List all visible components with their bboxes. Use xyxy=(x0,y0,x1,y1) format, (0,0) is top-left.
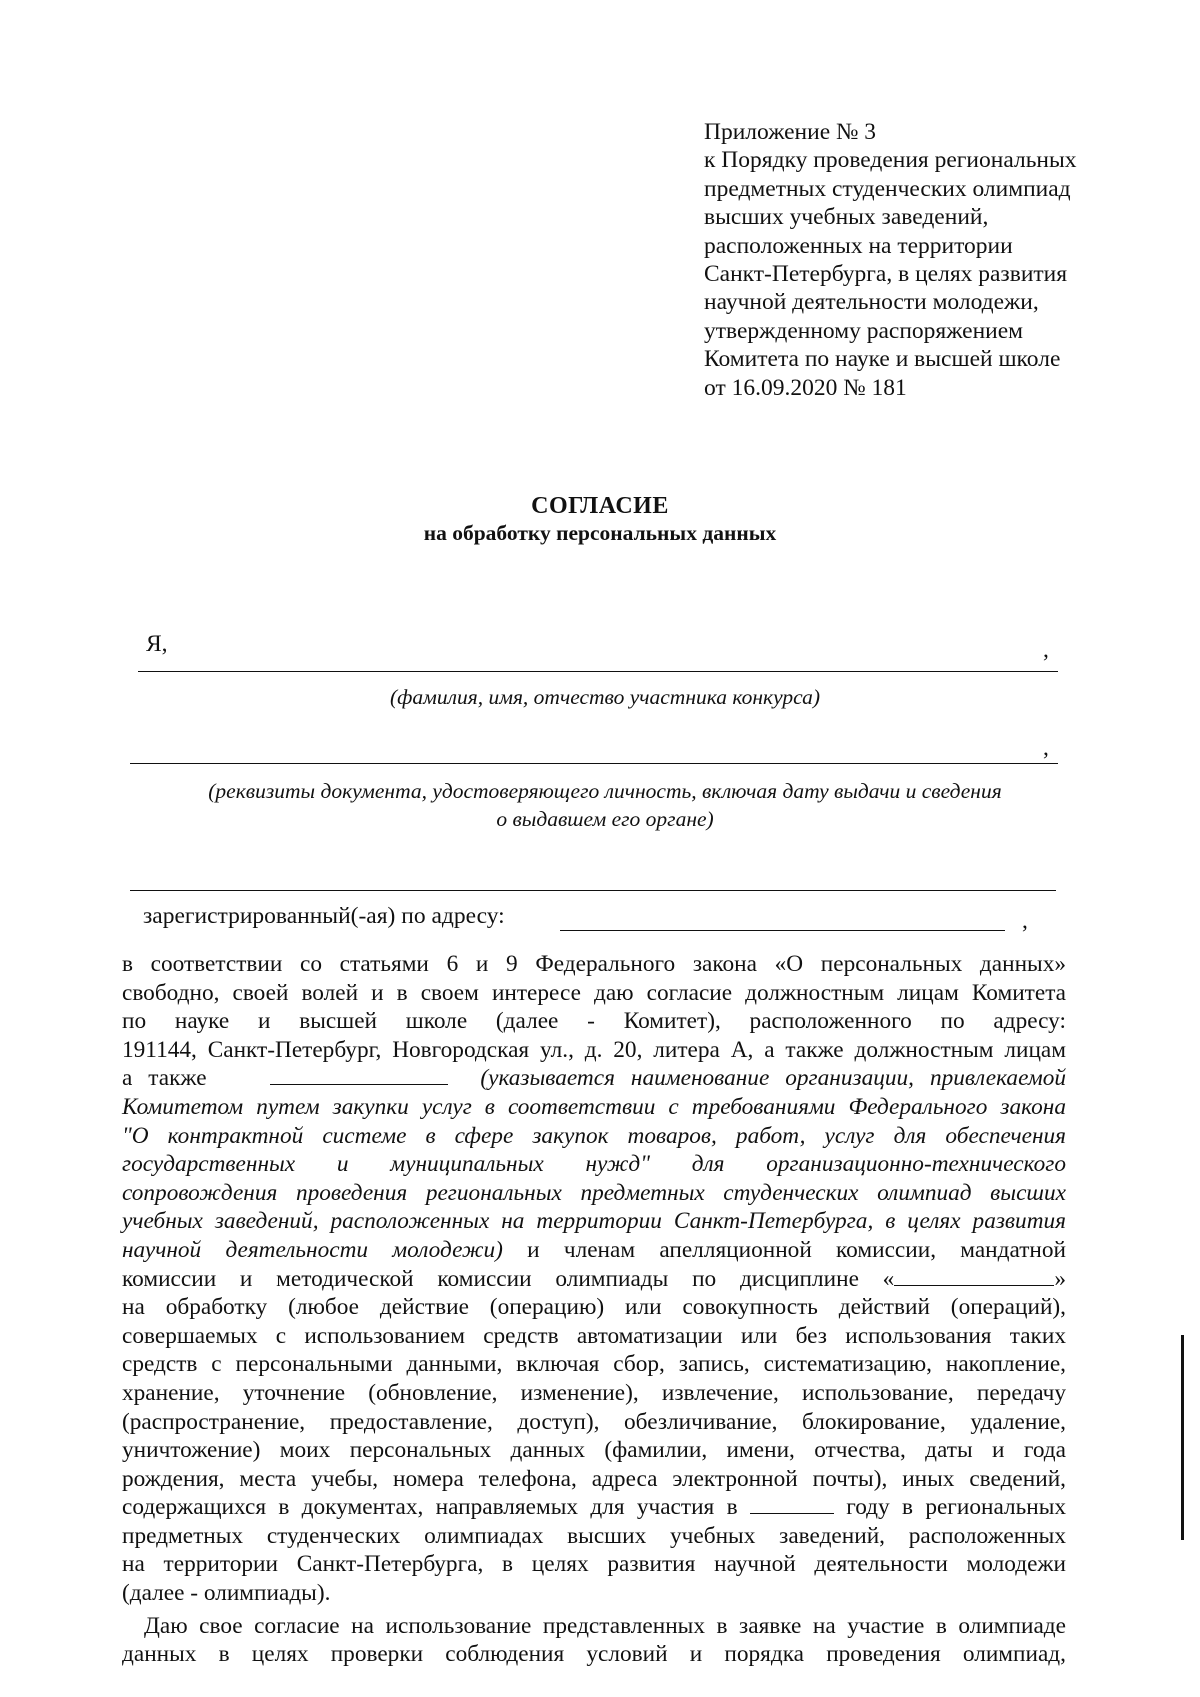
body-line: средств с персональными данными, включая сбор, запись, систематизацию, накопление, xyxy=(122,1351,1066,1378)
body-line-year xyxy=(122,1493,1066,1522)
appendix-line: утвержденному распоряжением xyxy=(704,317,1024,344)
margin-scan-mark xyxy=(1181,1335,1184,1540)
address-label: зарегистрированный(-ая) по адресу: xyxy=(143,903,505,929)
body-line: (далее - олимпиады). xyxy=(122,1580,331,1607)
commission-text: и членам апелляционной комиссии, мандатной xyxy=(527,1236,1066,1263)
identity-document-field-line[interactable] xyxy=(130,763,1058,764)
appendix-line: Санкт-Петербурга, в целях развития xyxy=(704,261,1068,288)
body-line: 191144, Санкт-Петербург, Новгородская ул., д. 20, литера А, а также должностным лицам xyxy=(122,1036,1066,1063)
body-line-discipline xyxy=(122,1265,1066,1294)
body-line-organization xyxy=(122,1064,1066,1093)
body-line: по науке и высшей школе (далее - Комитет), расположенного по адресу: xyxy=(122,1008,1066,1035)
body-line-italic: Комитетом путем закупки услуг в соответствии с требованиями Федерального закона xyxy=(122,1093,1066,1120)
name-comma: , xyxy=(1043,637,1049,663)
name-prefix: Я, xyxy=(146,631,168,657)
appendix-line: научной деятельности молодежи, xyxy=(704,289,1039,316)
additional-field-line[interactable] xyxy=(130,890,1056,891)
document-title: СОГЛАСИЕ xyxy=(531,493,669,519)
document-comma: , xyxy=(1043,735,1049,761)
document-subtitle: на обработку персональных данных xyxy=(423,521,777,545)
year-prefix: содержащихся в документах, направляемых для участия в xyxy=(122,1494,738,1521)
italic-end: научной деятельности молодежи) xyxy=(122,1236,503,1263)
appendix-header xyxy=(704,118,1124,402)
organization-hint: (указывается наименование организации, привлекаемой xyxy=(480,1065,1066,1092)
body-line: уничтожение) моих персональных данных (фамилии, имени, отчества, даты и года xyxy=(122,1437,1066,1464)
address-comma: , xyxy=(1022,908,1028,934)
document-caption-line1: (реквизиты документа, удостоверяющего личность, включая дату выдачи и сведения xyxy=(208,779,1002,803)
year-suffix: году в региональных xyxy=(846,1494,1067,1521)
discipline-prefix: комиссии и методической комиссии олимпиады по дисциплине « xyxy=(122,1265,895,1292)
body-line-mixed xyxy=(122,1236,1066,1265)
appendix-line: расположенных на территории xyxy=(704,232,1013,259)
body-line: в соответствии со статьями 6 и 9 Федерального закона «О персональных данных» xyxy=(122,951,1066,977)
appendix-line: Комитета по науке и высшей школе xyxy=(704,346,1061,373)
appendix-line: от 16.09.2020 № 181 xyxy=(704,374,907,401)
body-line: хранение, уточнение (обновление, изменение), извлечение, использование, передачу xyxy=(122,1379,1066,1406)
address-field-line[interactable] xyxy=(560,930,1005,931)
body-line-italic: "О контрактной системе в сфере закупок товаров, работ, услуг для обеспечения xyxy=(122,1122,1066,1149)
name-field-line[interactable] xyxy=(138,671,1058,672)
document-caption-line2: о выдавшем его органе) xyxy=(496,807,714,831)
appendix-line: к Порядку проведения региональных xyxy=(704,147,1077,174)
body-line-italic: сопровождения проведения региональных предметных студенческих олимпиад высших xyxy=(122,1179,1066,1206)
body-line: рождения, места учебы, номера телефона, адреса электронной почты), иных сведений, xyxy=(122,1465,1066,1492)
organization-blank[interactable] xyxy=(270,1066,448,1085)
body-line: на территории Санкт-Петербурга, в целях развития научной деятельности молодежи xyxy=(122,1551,1066,1578)
appendix-line: Приложение № 3 xyxy=(704,119,877,145)
discipline-suffix: » xyxy=(1054,1265,1066,1292)
body-line: данных в целях проверки соблюдения условий и порядка проведения олимпиад, xyxy=(122,1641,1066,1668)
year-blank[interactable] xyxy=(750,1495,834,1514)
discipline-blank[interactable] xyxy=(894,1267,1054,1286)
consent-body xyxy=(122,950,1066,1669)
body-line: Даю свое согласие на использование представленных в заявке на участие в олимпиаде xyxy=(144,1612,1066,1639)
appendix-line: предметных студенческих олимпиад xyxy=(704,175,1071,202)
body-line-italic: учебных заведений, расположенных на территории Санкт-Петербурга, в целях развития xyxy=(122,1208,1066,1235)
appendix-line: высших учебных заведений, xyxy=(704,204,989,231)
also-text: а также xyxy=(122,1065,207,1092)
name-caption: (фамилия, имя, отчество участника конкурса) xyxy=(389,685,821,709)
body-line-italic: государственных и муниципальных нужд" для организационно-технического xyxy=(122,1151,1066,1178)
body-line: свободно, своей волей и в своем интересе даю согласие должностным лицам Комитета xyxy=(122,979,1066,1006)
body-line: предметных студенческих олимпиадах высших учебных заведений, расположенных xyxy=(122,1522,1066,1549)
body-line: на обработку (любое действие (операцию) или совокупность действий (операций), xyxy=(122,1294,1066,1321)
body-line: (распространение, предоставление, доступ), обезличивание, блокирование, удаление, xyxy=(122,1408,1066,1435)
body-line: совершаемых с использованием средств автоматизации или без использования таких xyxy=(122,1322,1066,1349)
